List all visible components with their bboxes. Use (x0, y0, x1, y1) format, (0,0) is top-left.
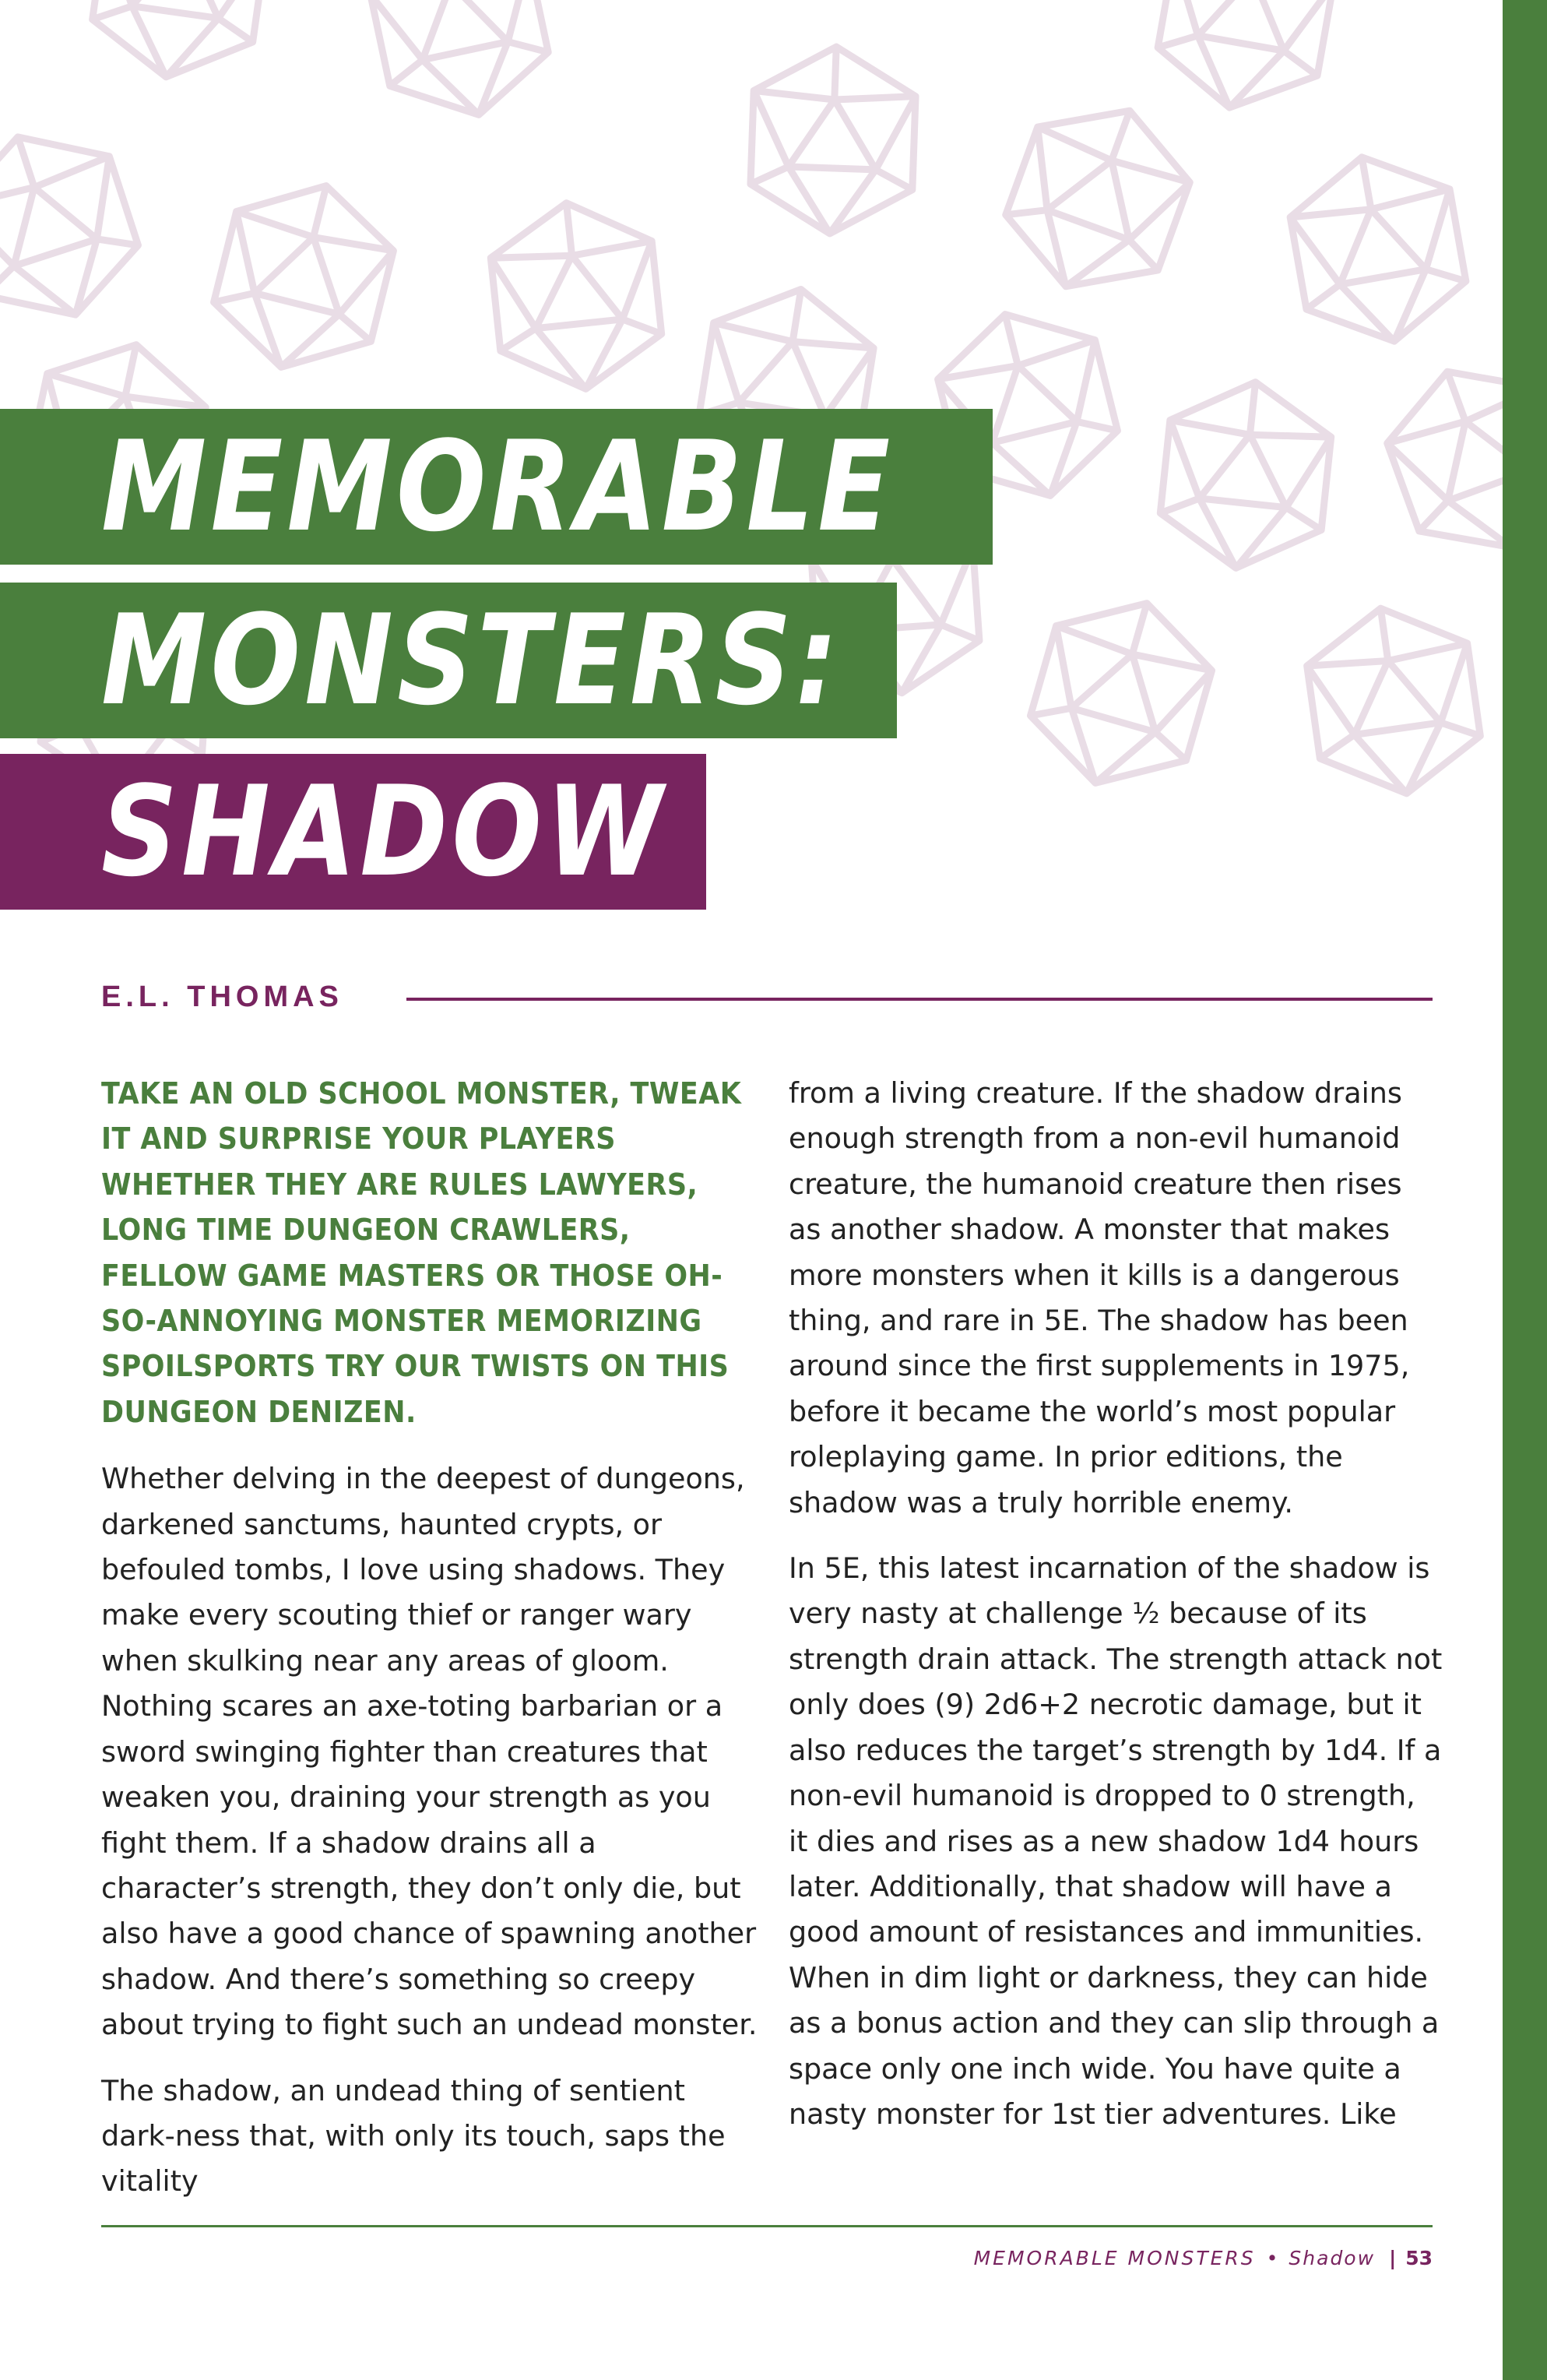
d20-icon (486, 195, 666, 397)
body-paragraph: Whether delving in the deepest of dungeons, darkened sanctums, haunted crypts, or befouled tombs, I love using shadows. They make every scouting thief or ranger wary when skulking near any areas of gloom. Nothing scares an axe-toting barbarian or a sword swinging fighter than creatures that weaken you, draining your strength as you fight them. If a shadow drains all a character’s strength, they don’t only die, but also have a good chance of spawning another shadow. And there’s something so creepy about trying to fight such an undead monster. (101, 1462, 758, 2042)
left-column (101, 1071, 759, 2225)
d20-icon (86, 0, 272, 88)
author-divider (406, 998, 1433, 1001)
d20-icon (1282, 143, 1475, 355)
author-byline: E.L. THOMAS (101, 981, 343, 1013)
d20-icon (360, 0, 557, 132)
right-column (789, 1071, 1443, 2157)
footer-separator: • (1266, 2247, 1278, 2269)
d20-icon (202, 166, 405, 386)
footer-section: Shadow (1289, 2247, 1376, 2269)
title-banner-line1 (0, 409, 993, 565)
d20-icon (1371, 344, 1503, 576)
footer-title: MEMORABLE MONSTERS (973, 2247, 1256, 2269)
title-line2: MONSTERS: (101, 587, 842, 733)
page-footer (974, 2243, 1433, 2274)
d20-icon (0, 112, 153, 340)
d20-icon (1018, 581, 1225, 805)
d20-icon (1155, 374, 1336, 576)
title-line3: SHADOW (101, 759, 667, 904)
title-banner-line3 (0, 754, 706, 910)
page-number: 53 (1405, 2247, 1433, 2269)
side-margin-bar (1503, 0, 1547, 2380)
d20-icon (1300, 597, 1486, 805)
body-paragraph: The shadow, an undead thing of sentient dark-ness that, with only its touch, saps the vitality (101, 2073, 726, 2199)
footer-divider (101, 2225, 1433, 2227)
d20-icon (749, 44, 917, 236)
intro-paragraph: TAKE AN OLD SCHOOL MONSTER, TWEAK IT AND SURPRISE YOUR PLAYERS WHETHER THEY ARE RULES LAWYERS, LONG TIME DUNGEON CRAWLERS, FELLOW GAME MASTERS OR THOSE OH-SO-ANNOYING MONSTER MEMORIZING SPOILSPORTS TRY OUR TWISTS ON THIS DUNGEON DENIZEN. (101, 1076, 742, 1429)
footer-divider-glyph: | (1389, 2247, 1397, 2269)
body-paragraph: from a living creature. If the shadow drains enough strength from a non-evil humanoid creature, the humanoid creature then rises as another shadow. A monster that makes more monsters when it kills is a dangerous thing, and rare in 5E. The shadow has been around since the first supplements in 1975, before it became the world’s most popular roleplaying game. In prior editions, the shadow was a truly horrible enemy. (789, 1076, 1410, 1519)
title-line1: MEMORABLE (101, 414, 895, 559)
d20-icon (990, 83, 1206, 315)
title-banner-line2 (0, 583, 897, 738)
body-paragraph: In 5E, this latest incarnation of the shadow is very nasty at challenge ½ because of its strength drain attack. The strength attack not only does (9) 2d6+2 necrotic damage, but it also reduces the target’s strength by 1d4. If a non-evil humanoid is dropped to 0 strength, it dies and rises as a new shadow 1d4 hours later. Additionally, that shadow will have a good amount of resistances and immunities. When in dim light or darkness, they can hide as a bonus action and they can slip through a space only one inch wide. You have quite a nasty monster for 1st tier adventures. Like (789, 1551, 1443, 2131)
d20-icon (1150, 0, 1342, 121)
